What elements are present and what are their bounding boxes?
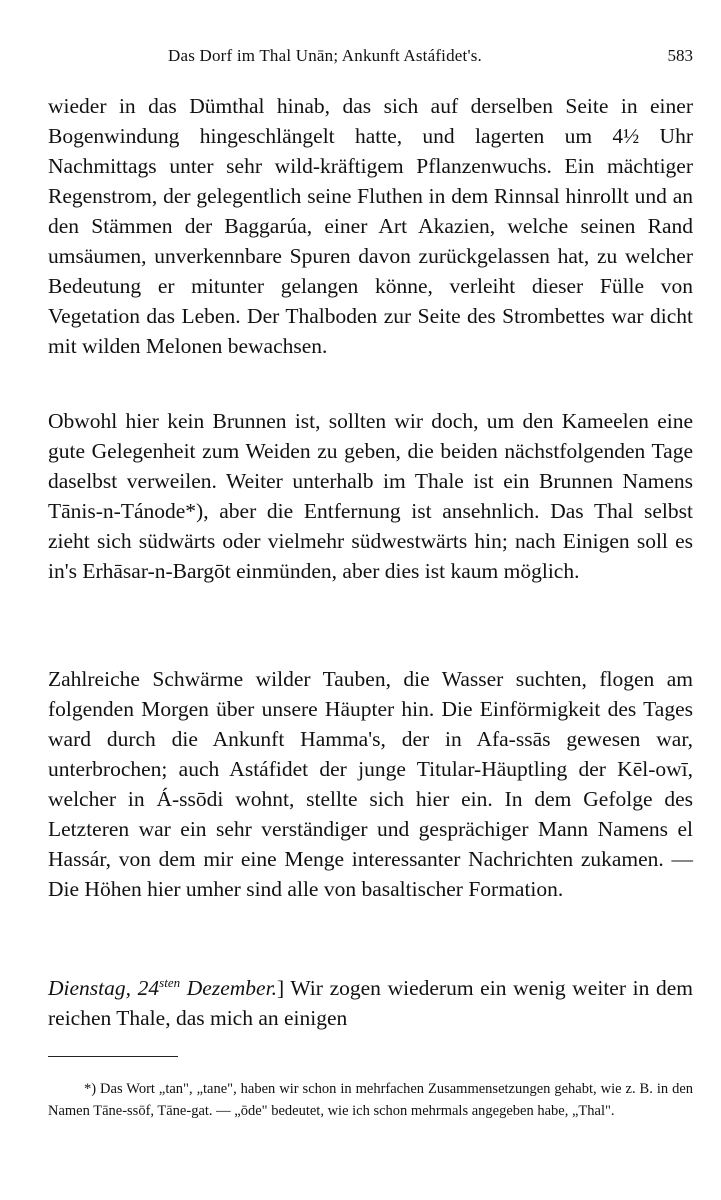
body-paragraph-1: wieder in das Dümthal hinab, das sich auf derselben Seite in einer Bogenwindung hingeschlängelt hatte, und lagerten um 4½ Uhr Nachmittags unter sehr wild-kräftigem Pflanzenwuchs. Ein mächtiger Regenstrom, der gelegentlich seine Fluthen in dem Rinnsal hinrollt und an den Stämmen der Baggarúa, einer Art Akazien, welche seinen Rand umsäumen, unverkennbare Spuren davon zurückgelassen hat, zu welcher Bedeutung er mitunter gelangen könne, verleiht dieser Fülle von Vegetation das Leben. Der Thalboden zur Seite des Strombettes war dicht mit wilden Melonen bewachsen. — [48, 94, 693, 358]
body-paragraph-2: Obwohl hier kein Brunnen ist, sollten wir doch, um den Kameelen eine gute Gelegenheit zum Weiden zu geben, die beiden nächstfolgenden Tage daselbst verweilen. Weiter unterhalb im Thale ist ein Brunnen Namens Tānis-n-Tánode*), aber die Entfernung ist ansehnlich. Das Thal selbst zieht sich südwärts oder vielmehr südwestwärts hin; nach Einigen soll es in's Erhāsar-n-Bargōt einmünden, aber dies ist kaum möglich. — [48, 409, 693, 583]
date-day: Dienstag, — [48, 976, 132, 1001]
body-paragraph-4 — [48, 968, 693, 1033]
date-bracket: ] — [276, 976, 285, 1001]
paragraph-4-text: Wir zogen wiederum ein wenig weiter in dem reichen Thale, das mich an einigen — [48, 976, 694, 1031]
running-header — [48, 46, 693, 72]
footnote: *) Das Wort „tan", „tane", haben wir schon in mehrfachen Zusammensetzungen gehabt, wie z. B. in den Namen Tāne-ssōf, Tāne-gat. — „ōde" bedeutet, wie ich schon mehrmals angegeben habe, „Thal". — [48, 1081, 693, 1119]
body-paragraph-3: Zahlreiche Schwärme wilder Tauben, die Wasser suchten, flogen am folgenden Morgen über unsere Häupter hin. Die Einförmigkeit des Tages ward durch die Ankunft Hamma's, der in Afa-ssās gewesen war, unterbrochen; auch Astáfidet der junge Titular-Häuptling der Kēl-owī, welcher in Á-ssōdi wohnt, stellte sich hier ein. In dem Gefolge des Letzteren war ein sehr verständiger und gesprächiger Mann Namens el Hassár, von dem mir eine Menge interessanter Nachrichten zukamen. — Die Höhen hier umher sind alle von basaltischer Formation. — [48, 667, 693, 901]
date-number: $24^{sten}$ — [137, 975, 181, 1001]
page-number: 583 — [667, 46, 693, 65]
running-title: Das Dorf im Thal Unān; Ankunft Astáfidet's. — [168, 46, 483, 65]
footnote-rule — [48, 1056, 178, 1057]
date-month: Dezember. — [186, 976, 277, 1001]
